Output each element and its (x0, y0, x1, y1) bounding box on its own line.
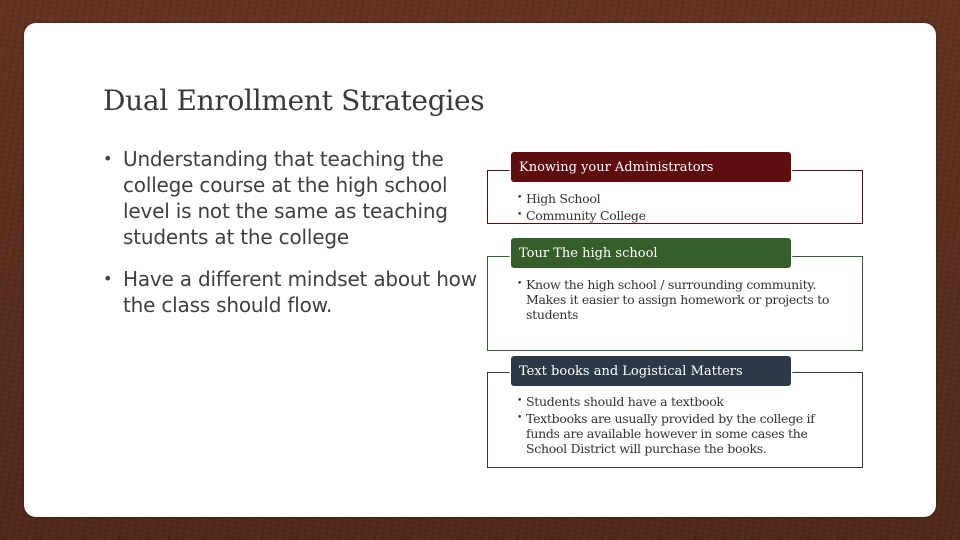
group-items (517, 277, 837, 324)
slide-title: Dual Enrollment Strategies (103, 84, 485, 117)
group-items (517, 191, 837, 225)
group-items (517, 394, 837, 458)
group-item: • Know the high school / surrounding community. Makes it easier to assign homework or projects to students (517, 277, 830, 322)
bullet-icon: • (103, 149, 113, 168)
group-item: • Students should have a textbook (517, 394, 724, 409)
group-label: Tour The high school (510, 237, 792, 269)
bullet-icon: • (517, 210, 523, 220)
bullet-icon: • (517, 193, 523, 203)
bullet-icon: • (517, 279, 523, 289)
group-item: • High School (517, 191, 601, 206)
group-item: • Textbooks are usually provided by the college if funds are available however in some cases the School District will purchase the books. (517, 411, 815, 456)
bullet-icon: • (103, 269, 113, 288)
bullet-item (103, 266, 483, 318)
bullet-list (103, 146, 483, 334)
group-label: Knowing your Administrators (510, 151, 792, 183)
bullet-icon: • (517, 396, 523, 406)
group-label: Text books and Logistical Matters (510, 355, 792, 387)
bullet-text: Understanding that teaching the college course at the high school level is not the same as teaching students at the college (123, 147, 448, 249)
bullet-text: Have a different mindset about how the class should flow. (123, 267, 477, 317)
bullet-item (103, 146, 483, 250)
group-item: • Community College (517, 208, 646, 223)
bullet-icon: • (517, 413, 523, 423)
